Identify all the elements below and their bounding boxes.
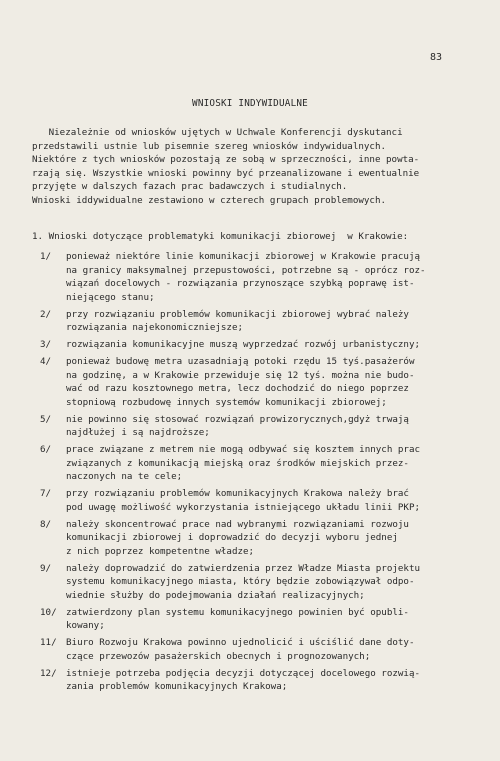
list-item-number: 8/ bbox=[40, 518, 52, 530]
list-item bbox=[32, 487, 472, 514]
list-item-line: rozwiązania komunikacyjne muszą wyprzedzać rozwój urbanistyczny; bbox=[66, 339, 421, 350]
list-item-text bbox=[66, 443, 472, 484]
list-item-line: istnieje potrzeba podjęcia decyzji dotyczącej docelowego rozwią- bbox=[66, 667, 421, 679]
list-item-number: 2/ bbox=[40, 308, 52, 320]
list-item bbox=[32, 338, 472, 352]
list-item-line: zania problemów komunikacyjnych Krakowa; bbox=[66, 681, 288, 692]
list-item-line: naczonych na te cele; bbox=[66, 471, 183, 482]
list-item-line: komunikacji zbiorowej i doprowadzić do decyzji wyboru jednej bbox=[66, 532, 398, 543]
list-item-text bbox=[66, 355, 472, 409]
list-item-number: 6/ bbox=[40, 444, 52, 455]
intro-line: Wnioski iddywidualne zestawiono w czterech grupach problemowych. bbox=[32, 194, 387, 206]
list-item-line: zatwierdzony plan systemu komunikacyjnego powinien być opubli- bbox=[66, 606, 409, 618]
list-item-number: 3/ bbox=[40, 339, 52, 350]
list-item-text bbox=[66, 518, 472, 559]
list-item-line: prace związane z metrem nie mogą odbywać się kosztem innych prac bbox=[66, 444, 421, 455]
list-item-line: z nich poprzez kompetentne władze; bbox=[66, 545, 255, 557]
section-heading: 1. Wnioski dotyczące problematyki komunikacji zbiorowej w Krakowie: bbox=[32, 231, 409, 242]
list-item-text bbox=[66, 606, 472, 633]
list-item-line: na godzinę, a w Krakowie przewiduje się 12 tyś. można nie budo- bbox=[66, 369, 415, 381]
list-item-text bbox=[66, 562, 472, 603]
list-item-number: 9/ bbox=[40, 562, 52, 574]
list-item-line: na granicy maksymalnej przepustowości, potrzebne są - oprócz roz- bbox=[66, 264, 426, 276]
list-item bbox=[32, 562, 472, 603]
list-item-line: Biuro Rozwoju Krakowa powinno ujednolicić i uściślić dane doty- bbox=[66, 637, 415, 648]
list-item-text bbox=[66, 667, 472, 694]
list-item-text bbox=[66, 338, 472, 352]
intro-line: Niezależnie od wniosków ujętych w Uchwale Konferencji dyskutanci bbox=[32, 127, 403, 138]
list-item-line: wiednie służby do podejmowania działań realizacyjnych; bbox=[66, 589, 365, 601]
list-item bbox=[32, 518, 472, 559]
list-item-line: kowany; bbox=[66, 620, 105, 631]
intro-line: rzają się. Wszystkie wnioski powinny być przeanalizowane i ewentualnie bbox=[32, 167, 420, 179]
list-item-line: ponieważ niektóre linie komunikacji zbiorowej w Krakowie pracują bbox=[66, 251, 421, 262]
list-item bbox=[32, 636, 472, 663]
list-item bbox=[32, 355, 472, 409]
list-item-line: przy rozwiązaniu problemów komunikacji zbiorowej wybrać należy bbox=[66, 308, 409, 320]
list-item-line: wać od razu kosztownego metra, lecz dochodzić do niego poprzez bbox=[66, 383, 409, 394]
list-item-line: czące przewozów pasażerskich obecnych i prognozowanych; bbox=[66, 650, 371, 662]
intro-line: przedstawili ustnie lub pisemnie szereg wniosków indywidualnych. bbox=[32, 140, 387, 152]
list-item-line: pod uwagę możliwość wykorzystania istniejącego układu linii PKP; bbox=[66, 501, 421, 513]
list-item-number: 1/ bbox=[40, 251, 52, 262]
intro-paragraph bbox=[32, 126, 472, 207]
list-item-number: 12/ bbox=[40, 667, 57, 679]
list-item-line: niejącego stanu; bbox=[66, 291, 155, 303]
list-item-number: 10/ bbox=[40, 606, 57, 618]
list-item-text bbox=[66, 250, 472, 304]
list-item-text bbox=[66, 487, 472, 514]
list-item bbox=[32, 443, 472, 484]
list-item-line: związanych z komunikacją miejską oraz środków miejskich przez- bbox=[66, 457, 409, 469]
list-item-line: przy rozwiązaniu problemów komunikacyjnych Krakowa należy brać bbox=[66, 488, 409, 499]
list-item-line: należy doprowadzić do zatwierdzenia przez Władze Miasta projektu bbox=[66, 562, 421, 574]
list-item-line: ponieważ budowę metra uzasadniają potoki rzędu 15 tyś.pasażerów bbox=[66, 356, 415, 367]
list-item-line: należy skoncentrować prace nad wybranymi rozwiązaniami rozwoju bbox=[66, 518, 409, 530]
list-item-text bbox=[66, 413, 472, 440]
list-item bbox=[32, 308, 472, 335]
list-item-line: stopniową rozbudowę innych systemów komunikacji zbiorowej; bbox=[66, 396, 387, 408]
page-number: 83 bbox=[430, 52, 443, 63]
list-item bbox=[32, 413, 472, 440]
list-item bbox=[32, 606, 472, 633]
list-item-text bbox=[66, 636, 472, 663]
list-item-line: rozwiązania najekonomiczniejsze; bbox=[66, 322, 244, 333]
list-item-number: 7/ bbox=[40, 488, 52, 499]
list-item bbox=[32, 667, 472, 694]
section-title: WNIOSKI INDYWIDUALNE bbox=[192, 98, 308, 109]
list-item-line: nie powinno się stosować rozwiązań prowizorycznych,gdyż trwają bbox=[66, 413, 409, 425]
list-item-text bbox=[66, 308, 472, 335]
intro-line: przyjęte w dalszych fazach prac badawczych i studialnych. bbox=[32, 181, 348, 192]
list-item-number: 4/ bbox=[40, 356, 52, 367]
list-item-number: 5/ bbox=[40, 413, 52, 425]
list-item-line: wiązań docelowych - rozwiązania przynoszące szybką poprawę ist- bbox=[66, 278, 415, 289]
intro-line: Niektóre z tych wniosków pozostają ze sobą w sprzeczności, inne powta- bbox=[32, 154, 420, 165]
list-item bbox=[32, 250, 472, 304]
proposal-list bbox=[32, 250, 472, 694]
list-item-number: 11/ bbox=[40, 637, 57, 648]
list-item-line: najdłużej i są najdroższe; bbox=[66, 427, 210, 438]
list-item-line: systemu komunikacyjnego miasta, który będzie zobowiązywał odpo- bbox=[66, 576, 415, 587]
